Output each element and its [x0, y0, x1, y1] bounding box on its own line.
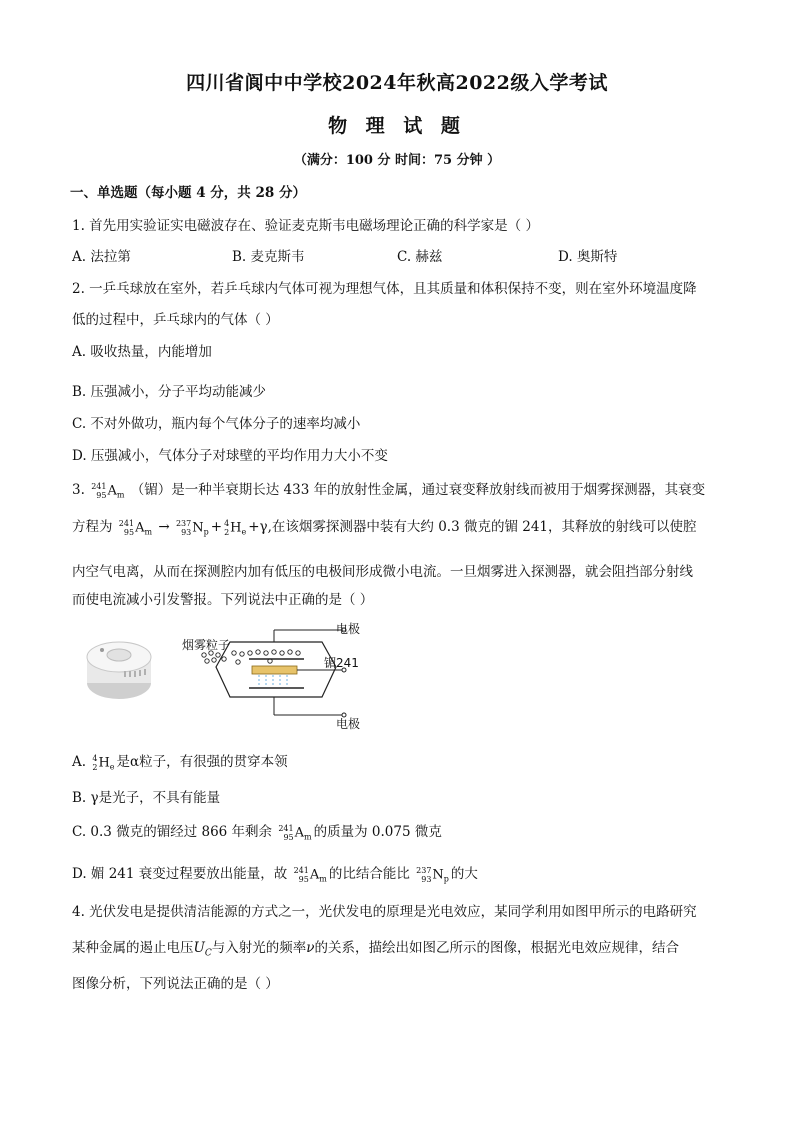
- q3-line1: [72, 478, 705, 500]
- q2-option-b: B. 压强减小，分子平均动能减少: [72, 384, 267, 400]
- q3-option-c: C. 0.3 微克的镅经过 866 年剩余 241 $95A_m$ 的质量为 0.075 微克: [72, 823, 442, 842]
- q2-option-a: A. 吸收热量，内能增加: [72, 344, 212, 360]
- isotope-am241-c: 241 $95A_m$: [278, 823, 312, 842]
- q2-stem-line2: 低的过程中，乒乓球内的气体（ ）: [72, 312, 279, 328]
- q3-option-d: D. 媚 241 衰变过程要放出能量，故 241 $95A_m$ 的比结合能比 237 $93N_p$ 的大: [72, 865, 478, 884]
- q1-option-a: A. 法拉第: [72, 249, 131, 265]
- exam-title: 四川省阆中中学校2024年秋高2022级入学考试: [186, 72, 608, 94]
- smoke-detector-photo: [87, 642, 151, 699]
- label-am241-source: 镅241: [324, 656, 359, 670]
- q3-line3: 内空气电离，从而在探测腔内加有低压的电极间形成微小电流。一旦烟雾进入探测器，就会阻挡部分射线: [72, 564, 693, 580]
- label-electrode-bottom: 电极: [336, 717, 361, 731]
- q1-option-b: B. 麦克斯韦: [232, 249, 305, 265]
- q3-line4: 而使电流减小引发警报。下列说法中正确的是（ ）: [72, 592, 374, 608]
- q2-stem-line1: 2. 一乒乓球放在室外，若乒乓球内气体可视为理想气体，且其质量和体积保持不变，则在室外环境温度降: [72, 281, 697, 297]
- label-smoke-particles: 烟雾粒子: [182, 638, 231, 652]
- q2-option-d: D. 压强减小，气体分子对球壁的平均作用力大小不变: [72, 448, 388, 464]
- isotope-he4: 4 $2H_e$: [92, 753, 115, 772]
- q3-line1-text: （镅）是一种半衰期长达 433 年的放射性金属，通过衰变释放射线而被用于烟雾探测器，其衰变: [130, 482, 706, 498]
- q2-option-c: C. 不对外做功，瓶内每个气体分子的速率均减小: [72, 416, 361, 432]
- smoke-detector-diagram: [84, 615, 374, 735]
- q3-line2-text: +γ,在该烟雾探测器中装有大约 0.3 微克的镅 241，其释放的射线可以使腔: [248, 519, 697, 535]
- q1-options: [72, 245, 732, 265]
- smoke-detector-figure: [84, 615, 374, 735]
- q3-option-a: A. 4 $2H_e$ 是α粒子，有很强的贯穿本领: [72, 753, 288, 772]
- exam-subject: 物 理 试 题: [328, 115, 466, 137]
- equation-np237: 237 $93N_p$: [175, 518, 209, 537]
- q1-option-c: C. 赫兹: [397, 249, 443, 265]
- exam-meta: （满分：100 分 时间：75 分钟 ）: [293, 153, 501, 168]
- q1-stem: 1. 首先用实验证实电磁波存在、验证麦克斯韦电磁场理论正确的科学家是（ ）: [72, 218, 539, 234]
- q3-equation-lead: 方程为: [72, 519, 113, 535]
- q4-frequency-symbol: ν: [306, 940, 315, 956]
- q3-number: 3.: [72, 482, 85, 498]
- q4-line2: 某种金属的遏止电压$U_C$与入射光的频率ν的关系，描绘出如图乙所示的图像，根据光电效应规律，结合: [72, 940, 679, 959]
- q1-option-d: D. 奥斯特: [558, 249, 618, 265]
- q4-stopping-voltage-symbol: $U_C$: [193, 940, 212, 959]
- isotope-am241: 241 $95A_m$: [91, 481, 125, 500]
- section-heading: 一、单选题（每小题 4 分，共 28 分）: [70, 185, 306, 201]
- isotope-am241-d: 241 $95A_m$: [293, 865, 327, 884]
- label-electrode-top: 电极: [336, 622, 361, 636]
- equation-am241: 241 $95A_m$: [118, 518, 153, 537]
- equation-arrow: →: [158, 519, 170, 535]
- isotope-np237-d: 237 $93N_p$: [416, 865, 449, 884]
- q3-option-b: B. γ是光子，不具有能量: [72, 790, 221, 806]
- q3-line2: 方程为 241 $95A_m \to 237$ $93N_p + 4$ $2H_e +\gamma$,在该烟雾探测器中装有大约 0.3 微克的镅 241，其释放的射线可以使腔: [72, 518, 697, 537]
- equation-he4: 4 $2H_e$: [224, 518, 247, 537]
- q4-line1: 4. 光伏发电是提供清洁能源的方式之一，光伏发电的原理是光电效应，某同学利用如图甲所示的电路研究: [72, 904, 697, 920]
- q4-line3: 图像分析，下列说法正确的是（ ）: [72, 976, 279, 992]
